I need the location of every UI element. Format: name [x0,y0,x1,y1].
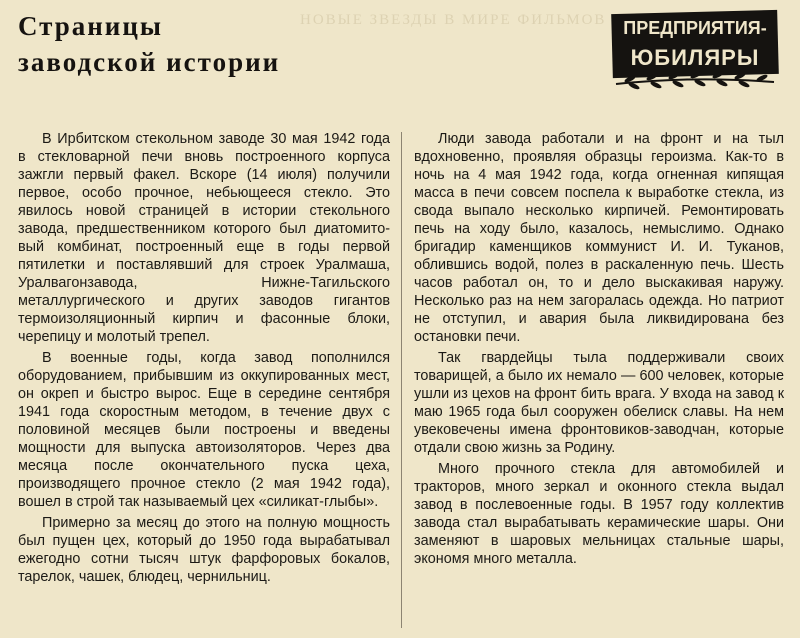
rubric-badge-line-2: ЮБИЛЯРЫ [630,45,760,70]
article-column-right [414,130,784,568]
laurel-branch-icon [612,70,778,90]
article-column-left [18,130,390,586]
paragraph: Много прочного стекла для автомобилей и тракторов, много зеркал и оконного стекла выдал завод в послевоенные годы. В 1957 году коллектив завода стал вырабатывать керамические шары. Они заменяют в шаровых мельницах стальные шары, экономя много металла. [414,461,784,567]
rubric-badge [612,12,778,90]
column-divider [401,132,402,628]
article-title-line-1: Страницы [18,11,164,41]
bleed-through-text: НОВЫЕ ЗВЕЗДЫ В МИРЕ ФИЛЬМОВ [300,12,607,28]
paragraph: Так гвардейцы тыла поддерживали своих товарищей, а было их немало — 600 человек, которые ушли из цехов на фронт бить врага. У входа на завод к маю 1965 года был сооружен обелиск славы. На нем увековечены имена фронтовиков-заводчан, которые отдали свою жизнь за Родину. [414,350,784,456]
article-title-line-2: заводской истории [18,47,281,77]
paragraph: Примерно за месяц до этого на полную мощность был пущен цех, который до 1950 года вырабатывал ежегодно сотни тысяч штук фарфоровых бокалов, тарелок, чашек, блюдец, чернильниц. [18,515,390,585]
article-title [18,8,280,80]
paragraph: В военные годы, когда завод пополнился оборудованием, прибывшим из оккупированных мест, он окреп и быстро вырос. Еще в середине сентября 1941 года скоростным методом, в течение двух с половиной месяцев были построены и введены мощности для выпуска автоизоляторов. Через два месяца после окончательного пуска цеха, производящего прочное стекло (2 мая 1942 года), вошел в строй так называемый цех «силикат-глыбы». [18,350,390,510]
paragraph: В Ирбитском стекольном заводе 30 мая 1942 года в стекловарной печи вновь построенного корпуса зажгли первый факел. Вскоре (14 июля) получили первое, особо прочное, небьющееся стекло. Это явилось новой страницей в истории стекольного завода, предшественником которого был диатомитовый комбинат, построенный еще в годы первой пятилетки и поставлявший для строек Уралмаша, Уралвагонзавода, Нижне-Тагильского металлургического и других заводов гигантов термоизоляционный кирпич и фасонные блоки, черепицу и молотый трепел. [18,131,390,345]
rubric-badge-line-1: ПРЕДПРИЯТИЯ- [623,18,767,38]
paragraph: Люди завода работали и на фронт и на тыл вдохновенно, проявляя образцы героизма. Как-то в ночь на 4 мая 1942 года, когда огненная кипящая масса в печи совсем поспела к выработке стекла, из свода выпало несколько кирпичей. Ремонтировать печь на ходу было, казалось, немыслимо. Однако бригадир каменщиков коммунист И. И. Туканов, облившись водой, полез в раскаленную печь. Шесть часов работал он, то и дело выскакивая наружу. Несколько раз на нем загоралась одежда. Но патриот не отступил, и авария была ликвидирована без остановки печи. [414,131,784,345]
